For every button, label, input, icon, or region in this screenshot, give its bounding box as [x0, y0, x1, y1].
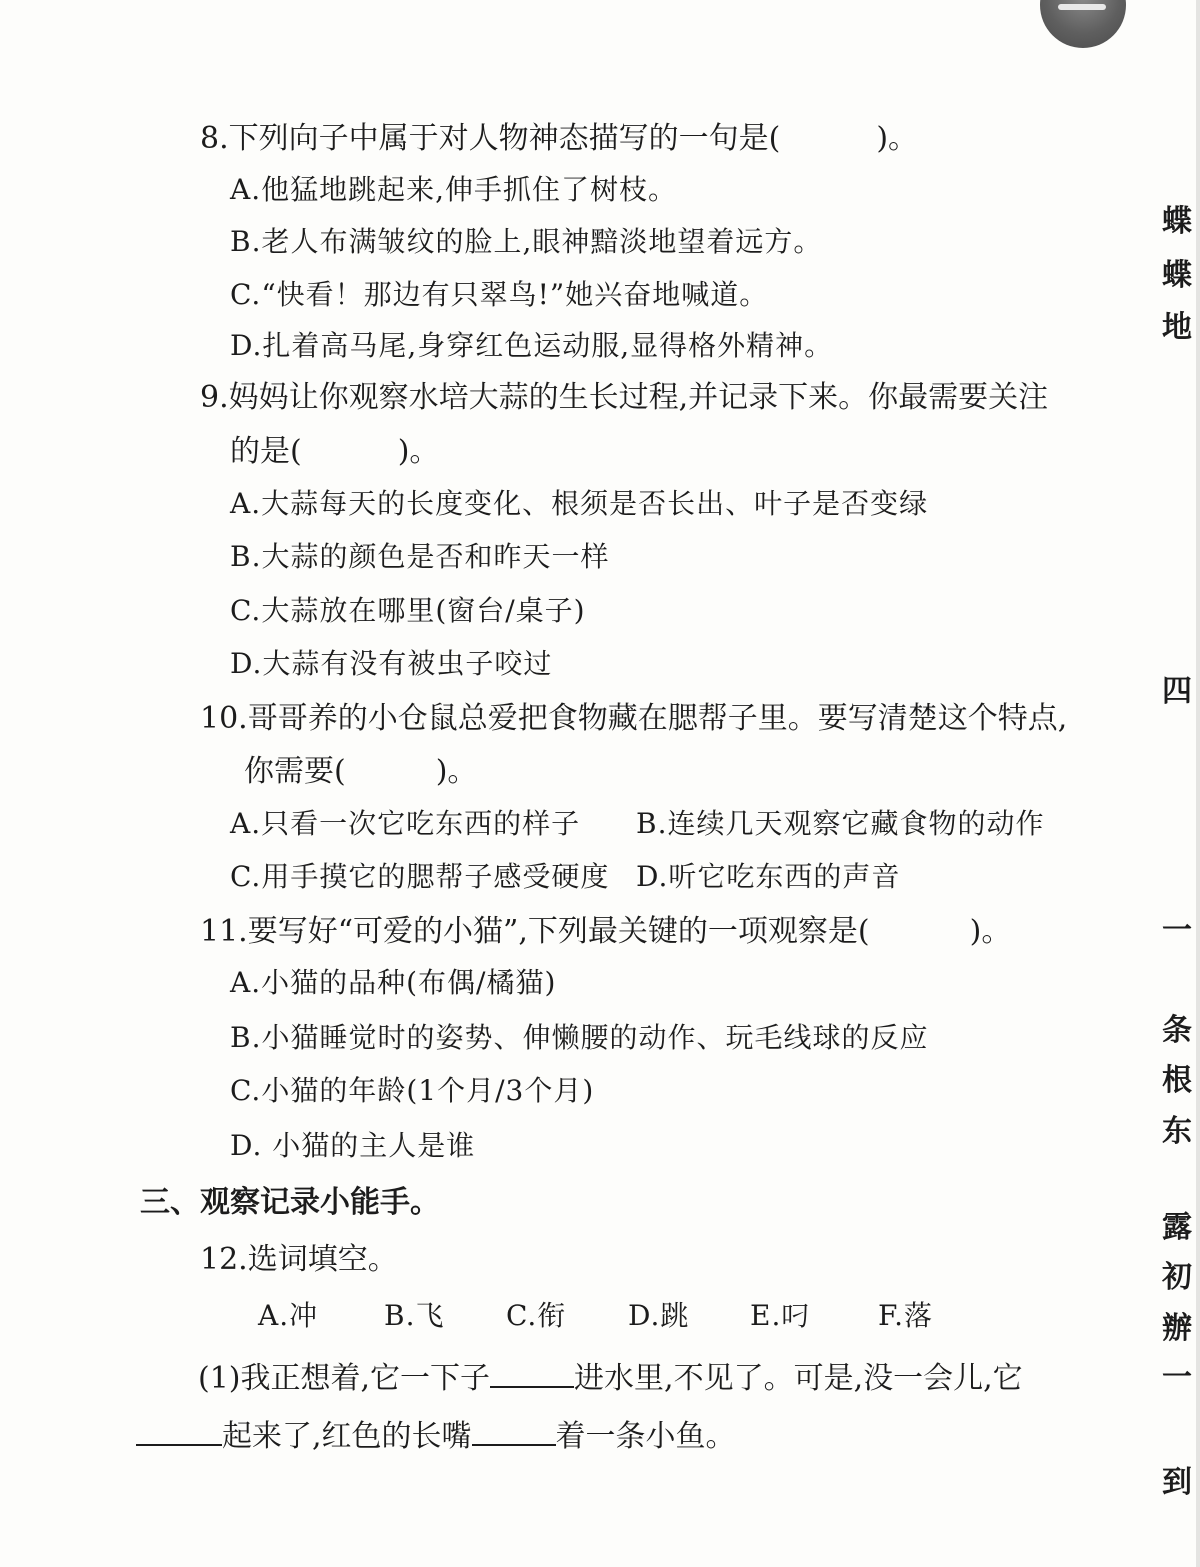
question-11-paren-end: )。: [969, 914, 1012, 949]
margin-char: 条: [1162, 1013, 1192, 1048]
question-10-text-line2: 你需要(: [244, 754, 346, 789]
question-9-option-a: A.大蒜每天的长度变化、根须是否长出、叶子是否变绿: [230, 487, 929, 520]
margin-char: 蝶: [1162, 258, 1192, 293]
margin-char: 辦: [1162, 1311, 1192, 1346]
sentence-part-4: 着一条小鱼。: [555, 1419, 736, 1454]
margin-char: 一: [1162, 1360, 1192, 1395]
word-choice-b: B.飞: [384, 1299, 445, 1332]
question-9-paren-end: )。: [397, 434, 440, 469]
sentence-part-2: 进水里,不见了。可是,没一会儿,它: [574, 1361, 1023, 1396]
question-9-option-d: D.大蒜有没有被虫子咬过: [230, 647, 553, 680]
question-8-option-a: A.他猛地跳起来,伸手抓住了树枝。: [230, 173, 678, 206]
margin-char: 四: [1162, 674, 1192, 709]
sentence-part-3: 起来了,红色的长嘴: [222, 1419, 472, 1454]
question-9-text-line2: 的是(: [230, 434, 302, 469]
question-10-option-a: A.只看一次它吃东西的样子: [230, 807, 581, 840]
question-9-stem: 9.妈妈让你观察水培大蒜的生长过程,并记录下来。你最需要关注: [200, 380, 1049, 415]
margin-char: 根: [1162, 1063, 1192, 1098]
question-10-stem: 10.哥哥养的小仓鼠总爱把食物藏在腮帮子里。要写清楚这个特点,: [200, 701, 1068, 736]
question-9-option-b: B.大蒜的颜色是否和昨天一样: [230, 540, 610, 573]
margin-char: 地: [1162, 310, 1192, 345]
sentence-part-1: (1)我正想着,它一下子: [198, 1361, 491, 1396]
question-12-sentence-line1: [198, 1362, 1023, 1394]
word-choice-c: C.衔: [506, 1299, 567, 1332]
question-8-paren-end: )。: [876, 121, 919, 156]
question-11-option-b: B.小猫睡觉时的姿势、伸懒腰的动作、玩毛线球的反应: [230, 1021, 929, 1054]
question-10-option-b: B.连续几天观察它藏食物的动作: [636, 807, 1045, 840]
question-8-option-c: C.“快看！那边有只翠鸟!”她兴奋地喊道。: [230, 278, 769, 311]
margin-char: 一: [1162, 913, 1192, 948]
question-8-option-b: B.老人布满皱纹的脸上,眼神黯淡地望着远方。: [230, 225, 823, 258]
question-10-option-c: C.用手摸它的腮帮子感受硬度: [230, 860, 610, 893]
question-11-option-a: A.小猫的品种(布偶/橘猫): [230, 966, 557, 999]
question-10-paren-end: )。: [435, 754, 478, 789]
word-choice-e: E.叼: [750, 1299, 811, 1332]
question-8-text: 8.下列向子中属于对人物神态描写的一句是(: [200, 121, 781, 156]
page-corner-tab-bar: [1058, 4, 1106, 10]
question-12-stem: 12.选词填空。: [200, 1242, 398, 1277]
page-fold-edge: [1196, 0, 1200, 1567]
fill-blank-3[interactable]: [472, 1420, 556, 1446]
question-10-option-d: D.听它吃东西的声音: [636, 860, 901, 893]
question-9-option-c: C.大蒜放在哪里(窗台/桌子): [230, 594, 586, 627]
question-8-stem: [200, 121, 919, 156]
margin-char: 东: [1162, 1114, 1192, 1149]
margin-char: 初: [1162, 1260, 1192, 1295]
question-9-stem-line2: [230, 434, 440, 469]
margin-char: 露: [1162, 1210, 1192, 1245]
question-10-stem-line2: [244, 754, 478, 789]
question-11-option-d: D. 小猫的主人是谁: [230, 1129, 476, 1162]
margin-char: 蝶: [1162, 204, 1192, 239]
question-11-stem: [200, 914, 1012, 949]
section-3-title: 三、观察记录小能手。: [140, 1185, 440, 1220]
question-11-text: 11.要写好“可爱的小猫”,下列最关键的一项观察是(: [200, 914, 870, 949]
question-8-option-d: D.扎着高马尾,身穿红色运动服,显得格外精神。: [230, 329, 834, 362]
question-11-option-c: C.小猫的年龄(1个月/3个月): [230, 1074, 595, 1107]
margin-char: 到: [1162, 1465, 1192, 1500]
word-choice-f: F.落: [878, 1299, 933, 1332]
fill-blank-1[interactable]: [490, 1362, 574, 1388]
fill-blank-2[interactable]: [136, 1420, 222, 1446]
word-choice-d: D.跳: [628, 1299, 690, 1332]
word-choice-a: A.冲: [258, 1299, 319, 1332]
question-12-sentence-line2: [136, 1420, 736, 1452]
